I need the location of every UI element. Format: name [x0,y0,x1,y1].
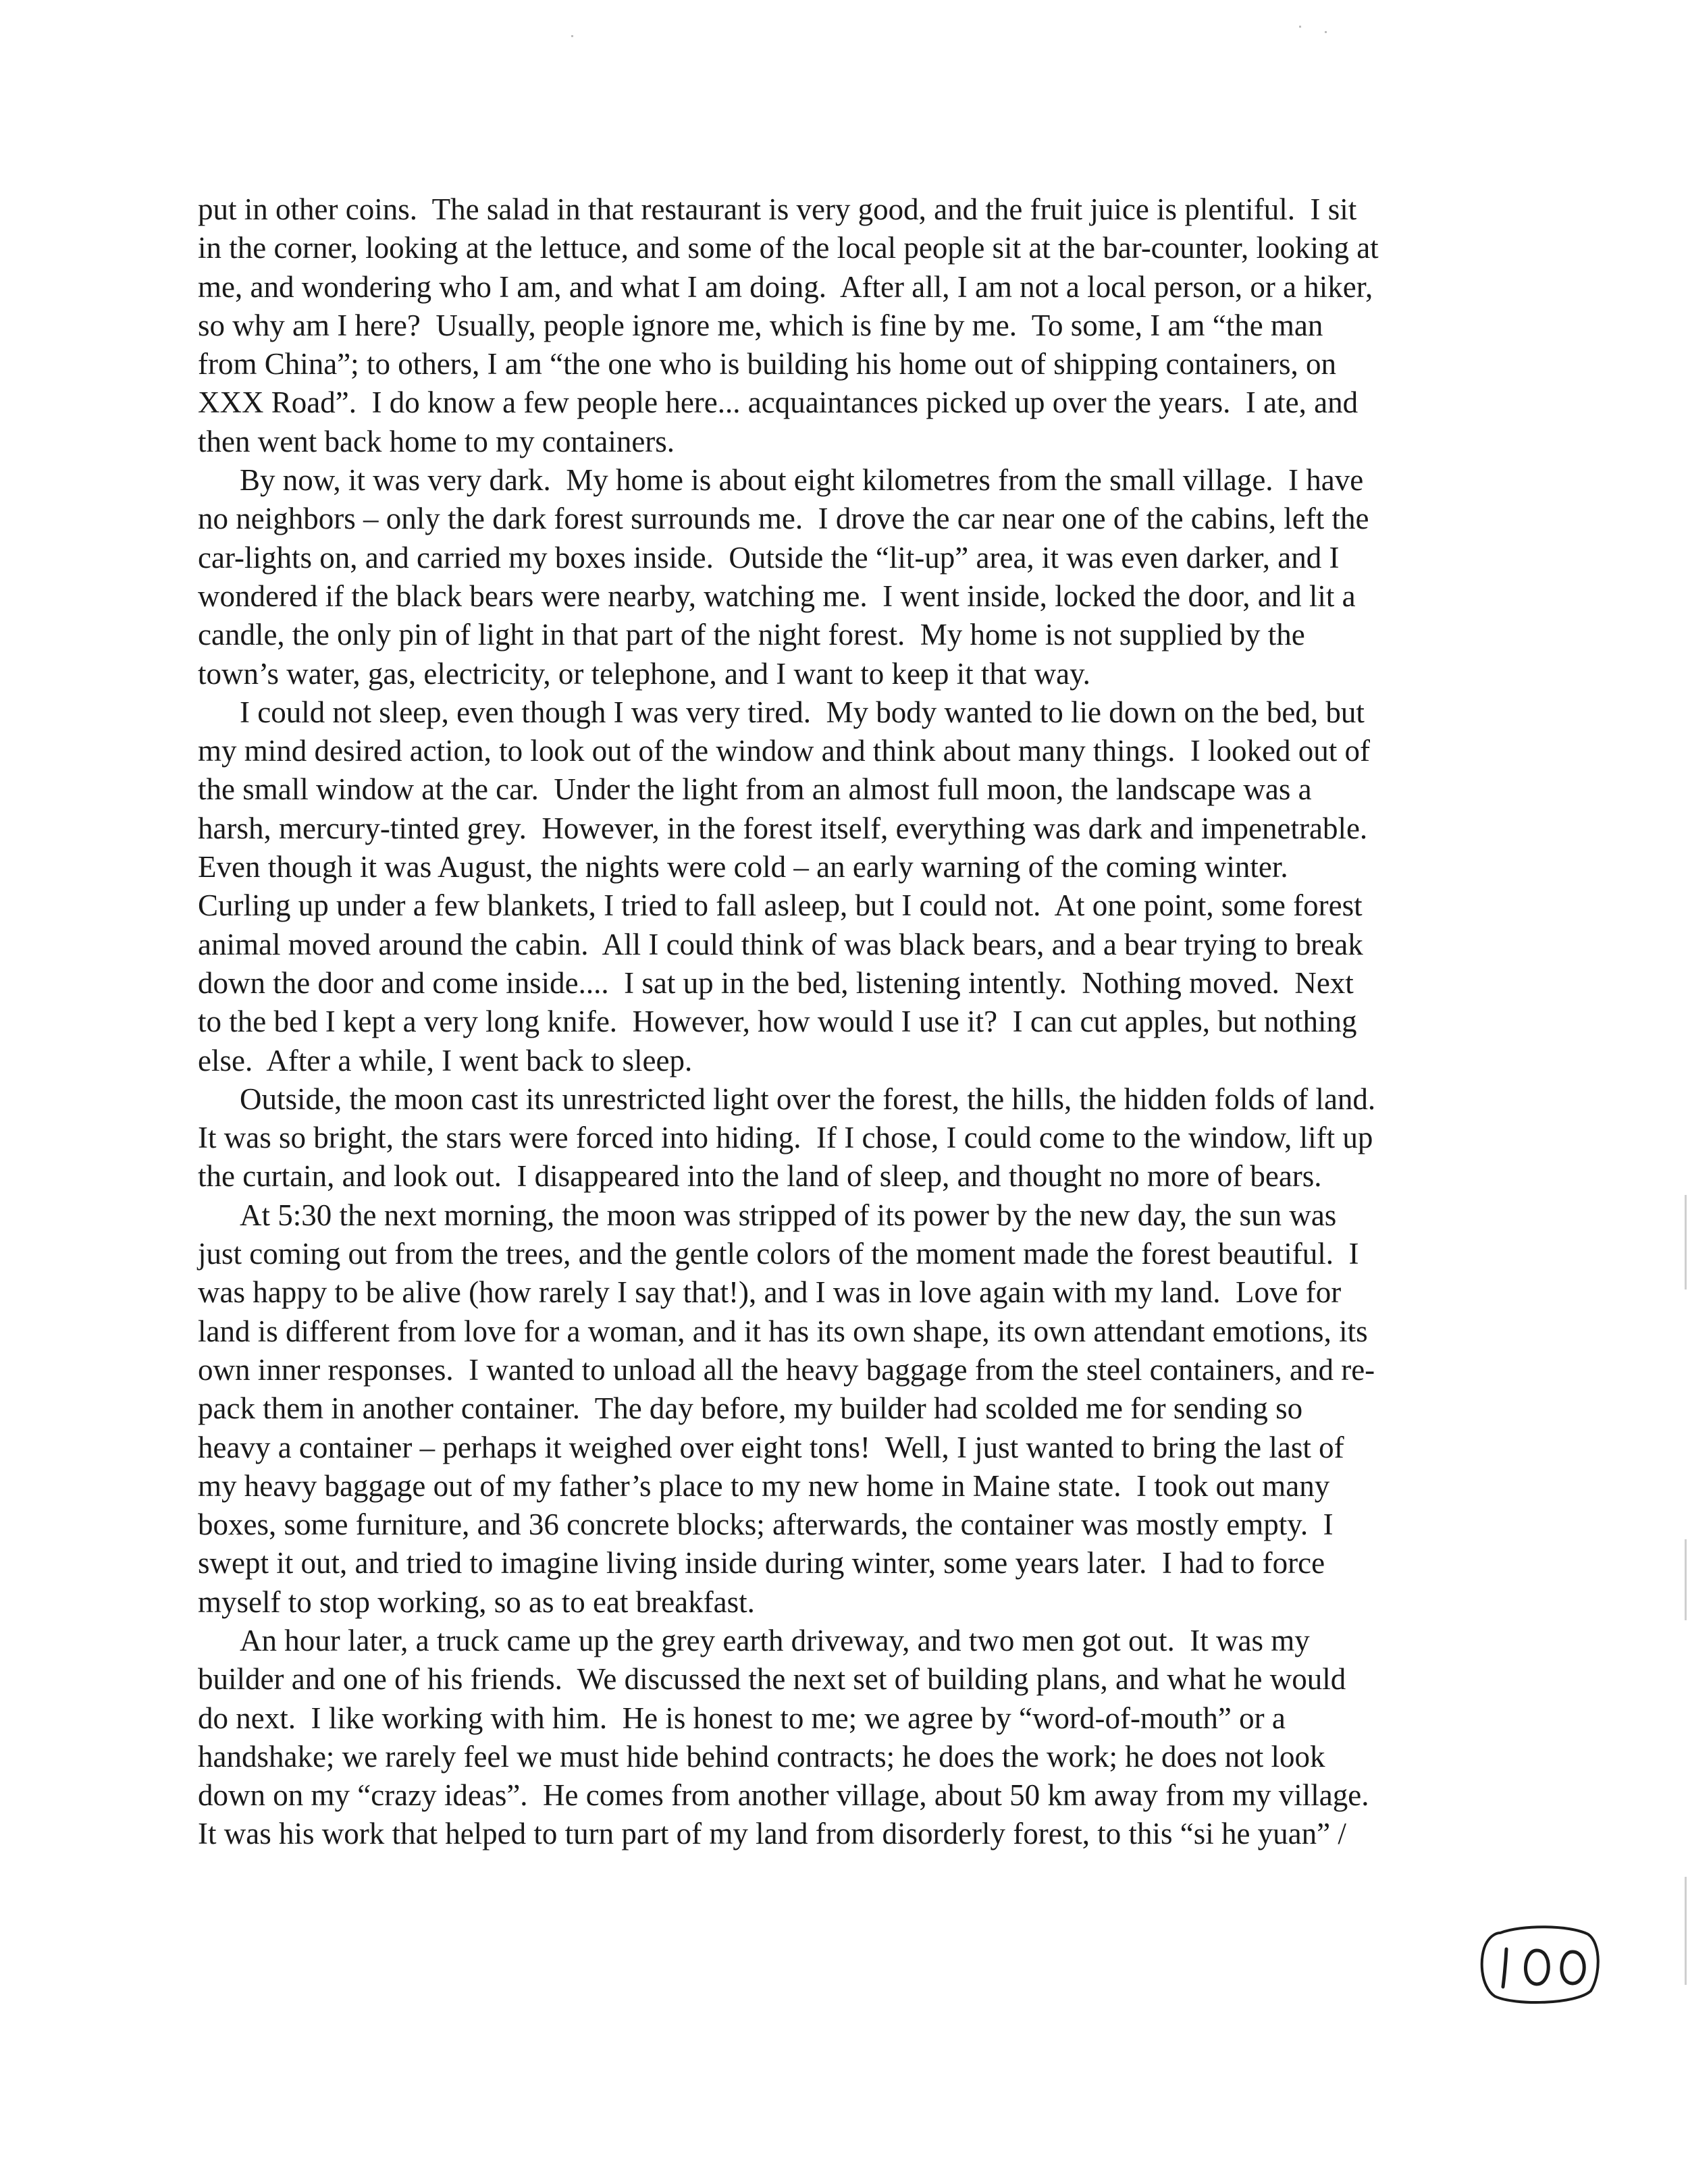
text-line: harsh, mercury-tinted grey. However, in the forest itself, everything was dark and impenetrable. [198,811,1368,845]
text-line: heavy a container – perhaps it weighed over eight tons! Well, I just wanted to bring the last of [198,1430,1344,1464]
scan-edge-mark [1685,1539,1687,1620]
text-line: was happy to be alive (how rarely I say that!), and I was in love again with my land. Love for [198,1275,1342,1310]
text-line: no neighbors – only the dark forest surrounds me. I drove the car near one of the cabins, left the [198,502,1369,536]
text-line: builder and one of his friends. We discussed the next set of building plans, and what he would [198,1662,1346,1697]
text-line: to the bed I kept a very long knife. However, how would I use it? I can cut apples, but nothing [198,1005,1357,1039]
text-line: the small window at the car. Under the light from an almost full moon, the landscape was a [198,772,1312,807]
text-line: me, and wondering who I am, and what I am doing. After all, I am not a local person, or a hiker, [198,269,1373,304]
text-line: candle, the only pin of light in that part of the night forest. My home is not supplied by the [198,618,1305,652]
text-line: myself to stop working, so as to eat breakfast. [198,1584,755,1619]
text-line: down on my “crazy ideas”. He comes from another village, about 50 km away from my village. [198,1778,1369,1813]
scan-speck [1325,31,1327,33]
text-line: I could not sleep, even though I was very tired. My body wanted to lie down on the bed, but [240,695,1365,729]
text-line: XXX Road”. I do know a few people here... acquaintances picked up over the years. I ate, and [198,385,1359,420]
text-line: It was his work that helped to turn part of my land from disorderly forest, to this “si he yuan” / [198,1817,1346,1851]
text-line: By now, it was very dark. My home is about eight kilometres from the small village. I have [240,463,1364,498]
text-line: Outside, the moon cast its unrestricted light over the forest, the hills, the hidden folds of land. [240,1082,1376,1116]
text-line: own inner responses. I wanted to unload all the heavy baggage from the steel containers, and re- [198,1352,1375,1387]
text-line: town’s water, gas, electricity, or telephone, and I want to keep it that way. [198,656,1090,691]
text-line: so why am I here? Usually, people ignore me, which is fine by me. To some, I am “the man [198,308,1323,342]
text-line: swept it out, and tried to imagine living inside during winter, some years later. I had to force [198,1546,1325,1580]
text-line: from China”; to others, I am “the one who is building his home out of shipping containers, on [198,347,1336,381]
body-text [198,190,1508,1854]
text-line: the curtain, and look out. I disappeared into the land of sleep, and thought no more of bears. [198,1159,1322,1194]
handwritten-page-number [1475,1921,1603,2008]
scan-speck [571,35,573,37]
text-line: An hour later, a truck came up the grey earth driveway, and two men got out. It was my [240,1623,1310,1657]
text-line: It was so bright, the stars were forced into hiding. If I chose, I could come to the window, lift up [198,1121,1373,1155]
text-line: Curling up under a few blankets, I tried to fall asleep, but I could not. At one point, some forest [198,888,1363,923]
text-line: handshake; we rarely feel we must hide behind contracts; he does the work; he does not look [198,1739,1325,1774]
text-line: down the door and come inside.... I sat up in the bed, listening intently. Nothing moved. Next [198,965,1354,1000]
text-line: car-lights on, and carried my boxes inside. Outside the “lit-up” area, it was even darker, and I [198,540,1340,575]
text-line: Even though it was August, the nights were cold – an early warning of the coming winter. [198,850,1288,884]
text-line: put in other coins. The salad in that restaurant is very good, and the fruit juice is plentiful. I sit [198,192,1357,226]
text-line: pack them in another container. The day before, my builder had scolded me for sending so [198,1391,1303,1426]
scan-edge-mark [1685,1195,1687,1289]
text-line: boxes, some furniture, and 36 concrete blocks; afterwards, the container was mostly empty. I [198,1508,1334,1542]
text-line: At 5:30 the next morning, the moon was stripped of its power by the new day, the sun was [240,1198,1337,1232]
text-line: just coming out from the trees, and the gentle colors of the moment made the forest beautiful. I [198,1237,1359,1271]
text-line: wondered if the black bears were nearby, watching me. I went inside, locked the door, and lit a [198,579,1356,613]
scan-edge-mark [1685,1877,1687,1985]
text-line: do next. I like working with him. He is honest to me; we agree by “word-of-mouth” or a [198,1701,1286,1735]
text-line: my heavy baggage out of my father’s place to my new home in Maine state. I took out many [198,1468,1330,1503]
circled-page-number-icon [1475,1921,1603,2008]
text-line: animal moved around the cabin. All I could think of was black bears, and a bear trying to break [198,927,1363,961]
text-line: land is different from love for a woman, and it has its own shape, its own attendant emotions, its [198,1314,1368,1348]
scan-speck [1299,26,1301,28]
text-line: then went back home to my containers. [198,424,675,458]
text-line: in the corner, looking at the lettuce, and some of the local people sit at the bar-counter, looking at [198,231,1379,265]
text-line: else. After a while, I went back to sleep. [198,1043,693,1077]
text-line: my mind desired action, to look out of the window and think about many things. I looked out of [198,734,1371,768]
